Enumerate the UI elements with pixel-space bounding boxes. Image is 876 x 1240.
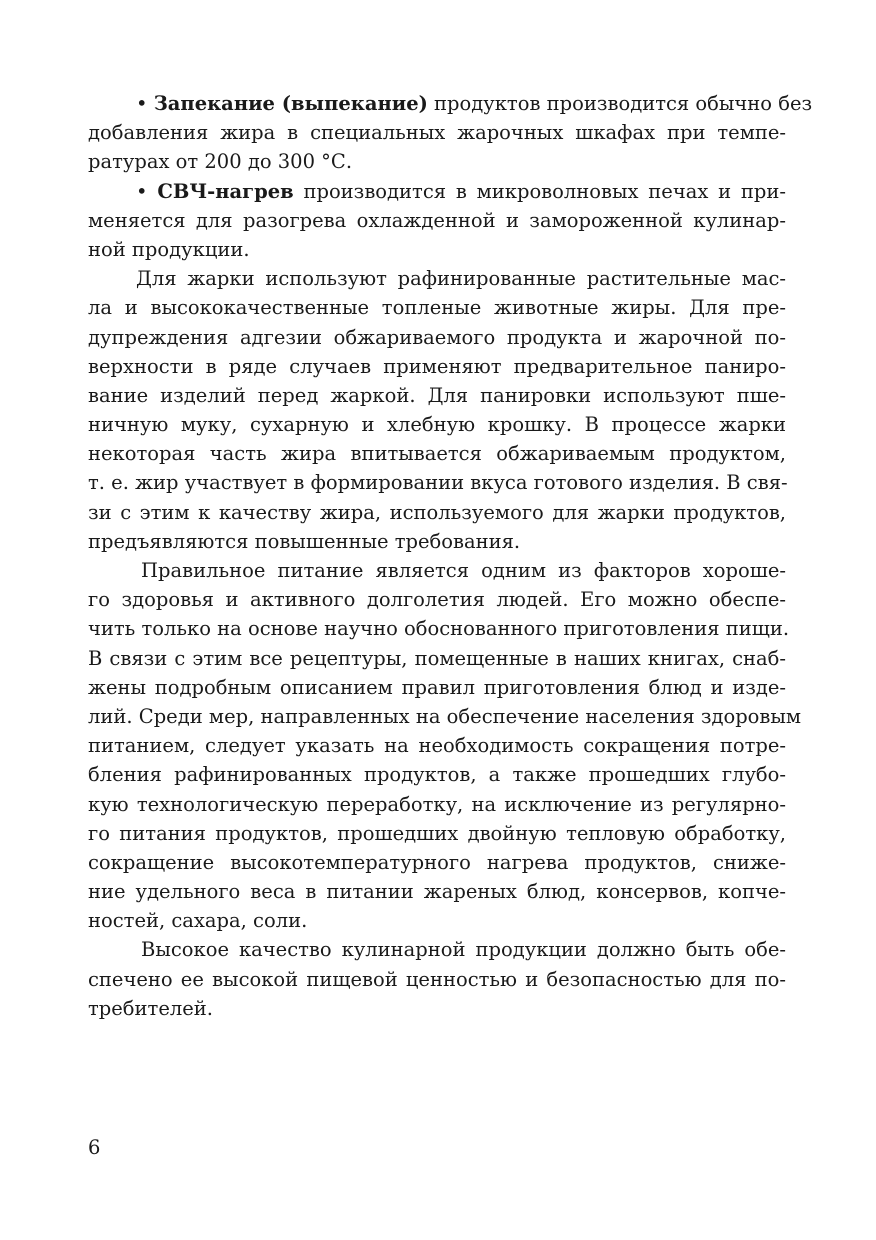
text-line: го здоровья и активного долголетия людей. Его можно обеспе- (88, 588, 786, 612)
text-line: вание изделий перед жаркой. Для панировки используют пше- (88, 383, 786, 407)
text-line: ла и высококачественные топленые животные жиры. Для пре- (88, 296, 786, 320)
paragraph-frying-fats (88, 264, 786, 556)
text-line: ние удельного веса в питании жареных блюд, консервов, копче- (88, 880, 786, 904)
text-line: зи с этим к качеству жира, используемого для жарки продуктов, (88, 500, 786, 524)
text-line: предъявляются повышенные требования. (88, 529, 521, 553)
text-line: питанием, следует указать на необходимость сокращения потре- (88, 734, 786, 758)
paragraph-healthy-nutrition (88, 556, 802, 935)
page-number: 6 (88, 1136, 101, 1159)
text-line: кую технологическую переработку, на исключение из регулярно- (88, 792, 786, 816)
text-line: Для жарки используют рафинированные растительные мас- (136, 267, 786, 291)
text-line: лий. Среди мер, направленных на обеспечение населения здоровым (88, 704, 802, 728)
text-line: Правильное питание является одним из факторов хороше- (141, 559, 786, 582)
text-line: дупреждения адгезии обжариваемого продукта и жарочной по- (88, 325, 786, 349)
paragraph-microwave (88, 177, 786, 265)
text-line: добавления жира в специальных жарочных шкафах при темпе- (88, 121, 786, 145)
text-line: жены подробным описанием правил приготовления блюд и изде- (88, 675, 786, 699)
text-line: меняется для разогрева охлажденной и замороженной кулинар- (88, 208, 786, 232)
text-line: бления рафинированных продуктов, а также прошедших глубо- (88, 763, 786, 787)
paragraph-quality (88, 935, 786, 1023)
text-line: требителей. (88, 996, 213, 1020)
bullet-icon: • (136, 92, 148, 115)
text-line: Высокое качество кулинарной продукции должно быть обе- (141, 938, 786, 962)
text-line: т. е. жир участвует в формировании вкуса готового изделия. В свя- (88, 471, 788, 495)
text-line: ностей, сахара, соли. (88, 909, 308, 933)
term-bold: СВЧ-нагрев (157, 179, 294, 203)
text-line: некоторая часть жира впитывается обжариваемым продуктом, (88, 442, 786, 466)
bullet-icon: • (136, 179, 148, 203)
text-line: чить только на основе научно обоснованного приготовления пищи. (88, 617, 790, 641)
text-line: спечено ее высокой пищевой ценностью и безопасностью для по- (88, 967, 786, 991)
text-line: В связи с этим все рецептуры, помещенные в наших книгах, снаб- (88, 646, 786, 670)
page-body (88, 89, 813, 1023)
text-line: ной продукции. (88, 237, 250, 261)
text-line: верхности в ряде случаев применяют предварительное паниро- (88, 354, 786, 378)
term-bold: Запекание (выпекание) (153, 92, 428, 115)
text-line: • СВЧ-нагрев производится в микроволновых печах и при- (136, 179, 787, 203)
text-line: ратурах от 200 до 300 °С. (88, 150, 353, 174)
text-line: • Запекание (выпекание) продуктов производится обычно без (136, 92, 813, 115)
text-line: го питания продуктов, прошедших двойную тепловую обработку, (88, 821, 786, 845)
text-line: сокращение высокотемпературного нагрева продуктов, сниже- (88, 850, 786, 874)
text-line: ничную муку, сухарную и хлебную крошку. В процессе жарки (88, 413, 786, 437)
paragraph-baking (88, 89, 813, 177)
